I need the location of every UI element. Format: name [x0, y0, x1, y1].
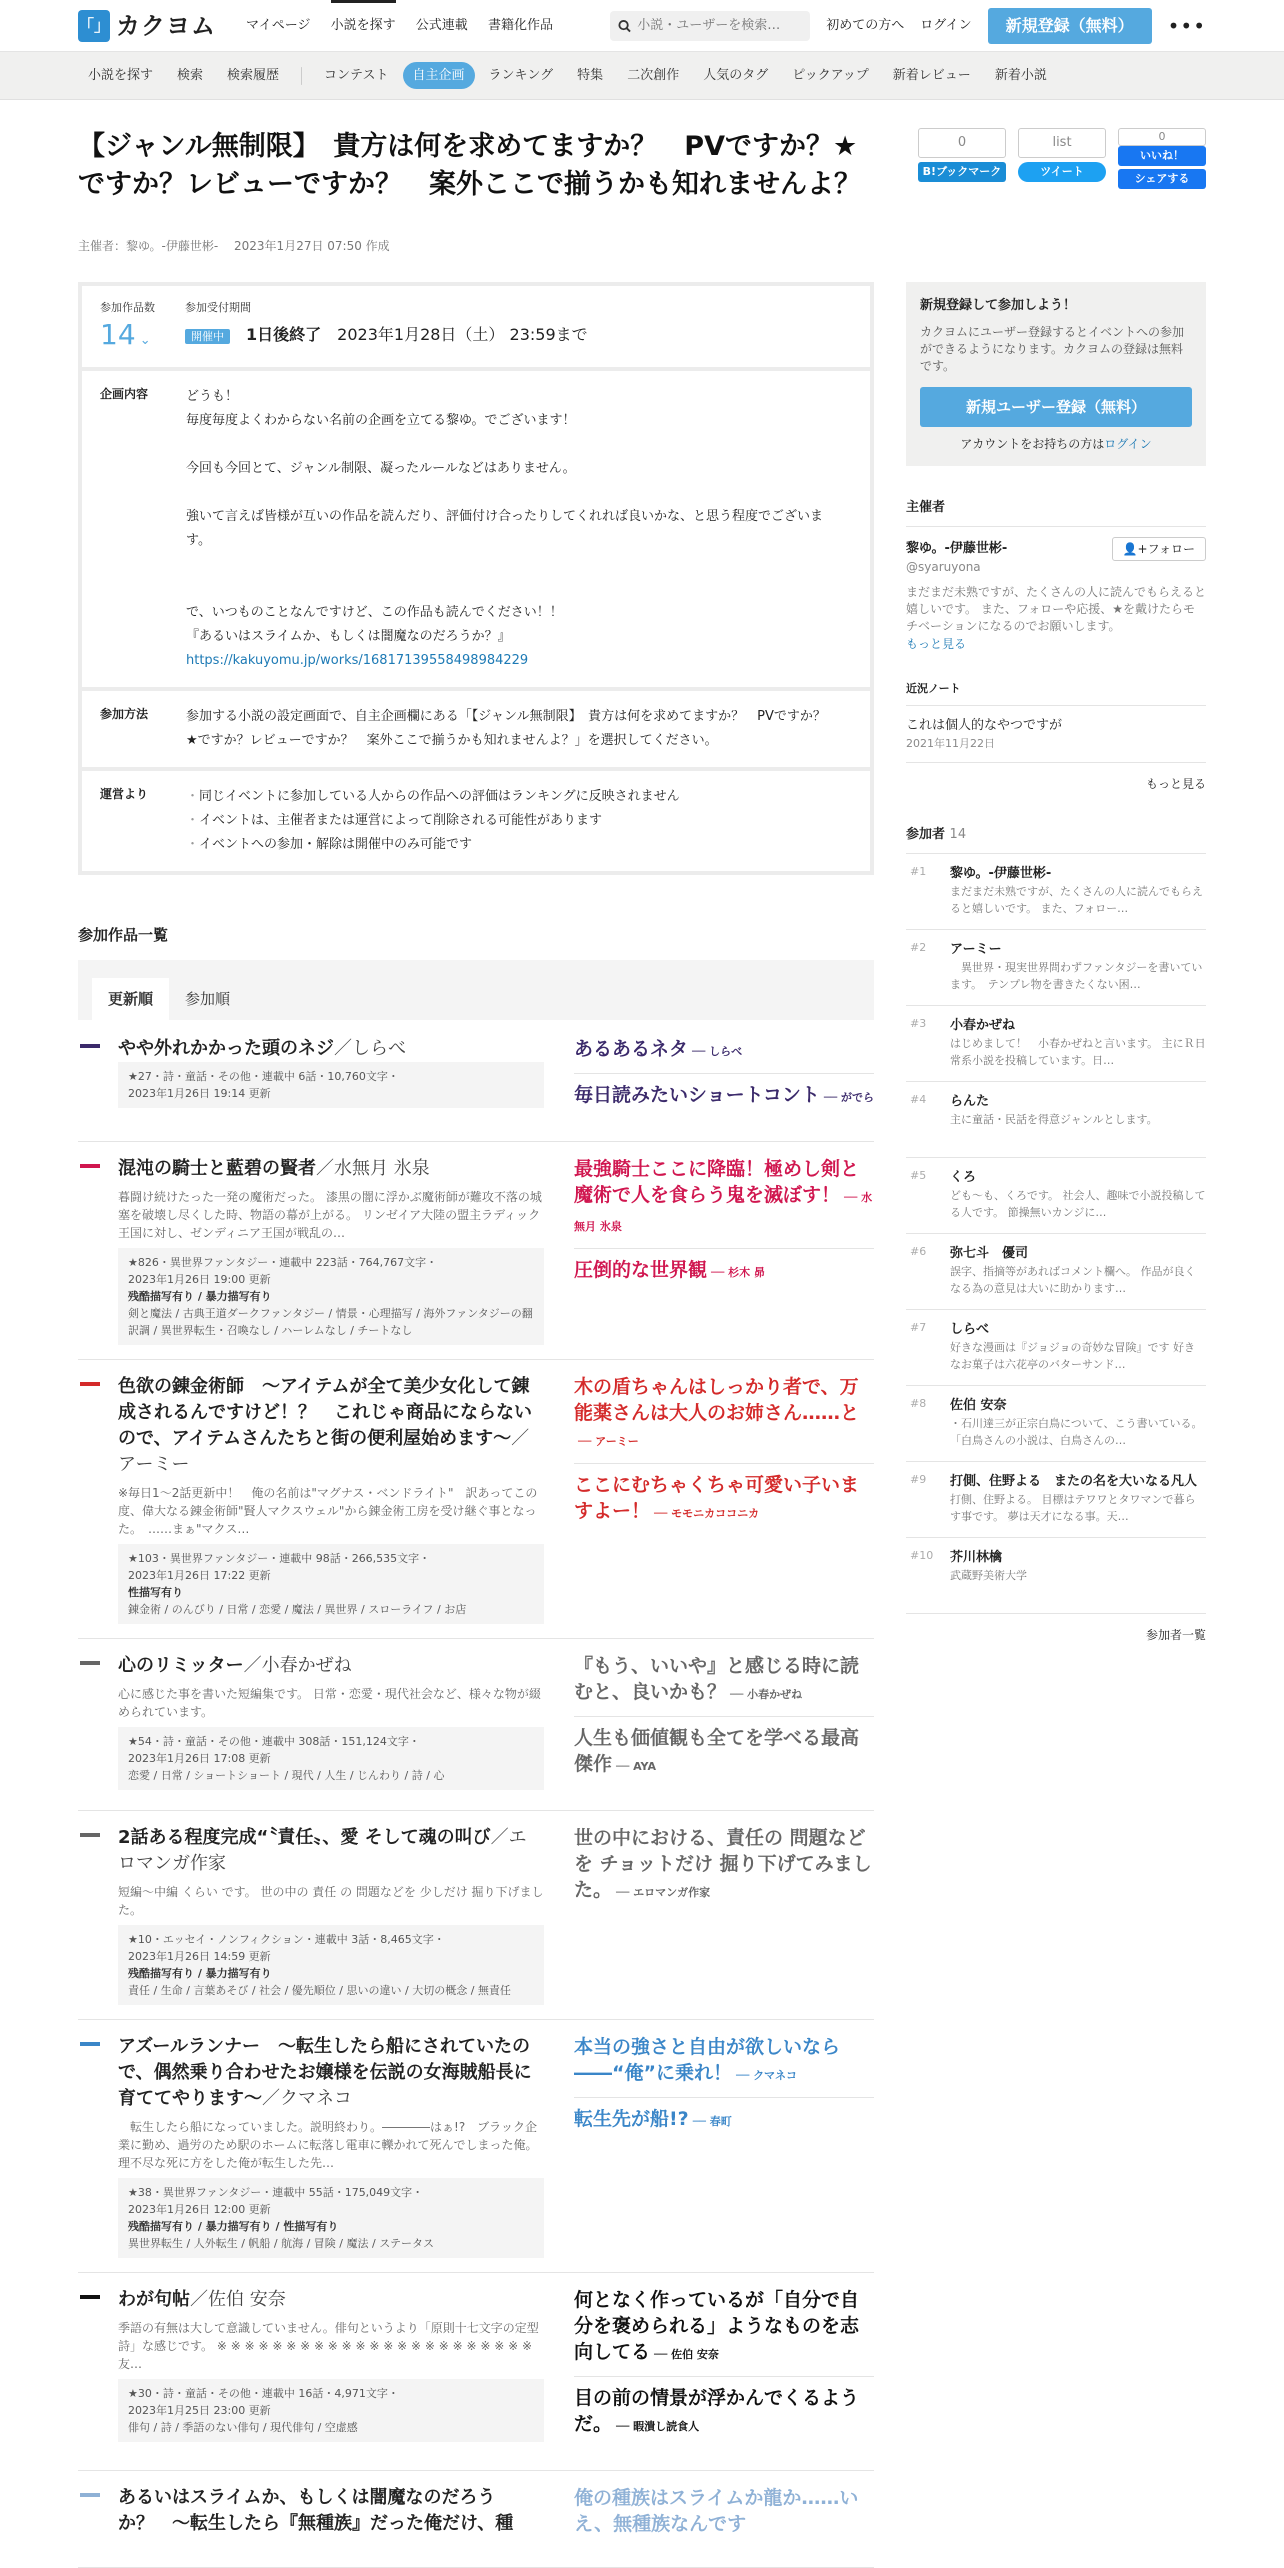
review-title[interactable]: 『もう、いいや』と感じる時に読むと、良いかも？: [574, 1655, 860, 1703]
member-name[interactable]: 芥川林檎: [950, 1549, 1003, 1565]
review-author[interactable]: しらべ: [709, 1045, 743, 1058]
work-color-bar: [80, 1382, 100, 1386]
hatena-button[interactable]: B!ブックマーク: [918, 162, 1006, 182]
work-color-bar: [80, 1164, 100, 1168]
host-bio: まだまだ未熟ですが、たくさんの人に読んでもらえると嬉しいです。 また、フォローや応援、★を戴けたらモチベーションになるのでお願いします。: [906, 585, 1207, 633]
work-reviews: [574, 2034, 874, 2258]
work-stats-text: ★38・異世界ファンタジー・連載中 55話・175,049文字・: [128, 2186, 424, 2199]
header: [0, 0, 1284, 52]
member-name[interactable]: 打側、住野よる またの名を大いなる凡人: [950, 1473, 1198, 1489]
work-updated: 2023年1月25日 23:00 更新: [128, 2404, 271, 2417]
review-author[interactable]: 佐伯 安奈: [671, 2348, 719, 2361]
work-item: [78, 1811, 874, 2020]
work-item: [78, 2020, 874, 2273]
review-item[interactable]: 圧倒的な世界観 ── 杉木 昴: [574, 1259, 765, 1281]
member-item[interactable]: [906, 930, 1206, 1006]
work-warnings: 残酷描写有り / 暴力描写有り: [128, 1967, 272, 1980]
header-nav: [246, 16, 569, 36]
member-bio: はじめまして！ 小春かぜねと言います。 主にＲ日常系小説を投稿しています。日…: [950, 1037, 1206, 1067]
first-link[interactable]: 初めての方へ: [826, 17, 905, 33]
works-section-title: 参加作品一覧: [78, 926, 169, 944]
subnav-pickup[interactable]: ピックアップ: [792, 67, 869, 83]
work-title-text[interactable]: わが句帖: [118, 2289, 190, 2310]
review-author[interactable]: 春町: [709, 2115, 732, 2128]
review-author[interactable]: クマネコ: [753, 2069, 798, 2082]
tweet-button[interactable]: ツイート: [1018, 162, 1106, 182]
work-warnings: 残酷描写有り / 暴力描写有り / 性描写有り: [128, 2220, 339, 2233]
rules-list: [186, 785, 680, 857]
content-line: 毎度毎度よくわからない名前の企画を立てる黎ゆ。でございます！: [186, 412, 576, 428]
sort-tabs: [78, 960, 874, 1020]
content-line: どうも！: [186, 388, 239, 404]
review-item[interactable]: 本当の強さと自由が欲しいなら――“俺”に乗れ！ ── クマネコ: [574, 2034, 874, 2098]
work-reviews: [574, 1036, 874, 1127]
deadline: 2023年1月28日（土） 23:59まで: [337, 324, 588, 344]
list-button[interactable]: list: [1018, 128, 1106, 158]
member-name[interactable]: 佐伯 安奈: [950, 1397, 1007, 1413]
member-item[interactable]: [906, 1538, 1206, 1614]
work-item: [78, 2273, 874, 2471]
review-author[interactable]: 水無月 氷泉: [574, 1191, 873, 1233]
member-name[interactable]: 小春かぜね: [950, 1017, 1016, 1033]
nav-mypage[interactable]: マイページ: [246, 17, 311, 33]
subnav-fanfic[interactable]: 二次創作: [627, 67, 680, 83]
work-tags[interactable]: 錬金術 / のんびり / 日常 / 恋愛 / 魔法 / 異世界 / スローライフ / お店: [128, 1603, 467, 1616]
register-button[interactable]: 新規ユーザー登録（無料）: [920, 387, 1192, 427]
work-item: [78, 1360, 874, 1639]
work-stats-text: ★27・詩・童話・その他・連載中 6話・10,760文字・: [128, 1070, 399, 1083]
register-box: [906, 282, 1206, 466]
follow-label: フォロー: [1147, 541, 1195, 556]
works-list: [78, 1022, 874, 2568]
review-author[interactable]: アーミー: [595, 1435, 639, 1448]
work-stats: [118, 1727, 544, 1790]
member-name[interactable]: くろ: [950, 1169, 977, 1185]
work-title-text[interactable]: 色欲の錬金術師 〜アイテムが全て美少女化して錬成されるんですけど！？ これじゃ商品にならないので、アイテムさんたちと街の便利屋始めます〜: [118, 1376, 532, 1449]
work-stats: [118, 1925, 544, 2005]
work-author[interactable]: エロマンガ作家: [118, 1827, 527, 1874]
work-updated: 2023年1月26日 14:59 更新: [128, 1950, 271, 1963]
subnav-ranking[interactable]: ランキング: [488, 67, 554, 83]
subnav-user-event[interactable]: 自主企画: [403, 62, 475, 90]
member-item[interactable]: [906, 1234, 1206, 1310]
review-author[interactable]: 杉木 昴: [728, 1266, 765, 1279]
host-more-link[interactable]: もっと見る: [906, 637, 967, 651]
review-item[interactable]: 毎日読みたいショートコント ── がでら: [574, 1084, 874, 1106]
review-author[interactable]: エロマンガ作家: [633, 1886, 711, 1899]
register-title: 新規登録して参加しよう！: [920, 298, 1077, 313]
register-text: カクヨムにユーザー登録するとイベントへの参加ができるようになります。カクヨムの登録は無料です。: [920, 324, 1185, 373]
review-title[interactable]: 圧倒的な世界観: [574, 1259, 708, 1281]
review-item[interactable]: ここにむちゃくちゃ可愛い子いますよー！ ── モモニカココニカ: [574, 1474, 860, 1522]
work-title-text[interactable]: 混沌の騎士と藍碧の賢者: [118, 1158, 316, 1179]
event-info: [78, 282, 874, 875]
member-item[interactable]: [906, 1462, 1206, 1538]
work-reviews: [574, 2287, 874, 2456]
follow-button[interactable]: [1112, 537, 1206, 561]
tab-joined[interactable]: 参加順: [185, 990, 231, 1008]
divider: [301, 67, 302, 85]
sub-nav: [0, 52, 1284, 100]
member-bio: 主に童話・民話を得意ジャンルとします。: [950, 1113, 1158, 1126]
status-badge: 開催中: [185, 329, 230, 344]
work-updated: 2023年1月26日 19:14 更新: [128, 1087, 271, 1100]
review-title[interactable]: 俺の種族はスライムか龍か……いえ、無種族なんです: [574, 2487, 859, 2535]
rule-item: ・ イベントは、主催者または運営によって削除される可能性があります: [186, 809, 680, 833]
member-bio: 誤字、指摘等があればコメント欄へ。 作品が良くなる為の意見は大いに助かります…: [950, 1265, 1196, 1295]
work-title-text[interactable]: あるいはスライムか、もしくは闇魔なのだろうか？ 〜転生したら『無種族』だった俺だけ、種: [118, 2487, 514, 2534]
work-description: 転生したら船になっていました。説明終わり。――――はぁ!? ブラック企業に勤め、過労のため駅のホームに転落し電車に轢かれて死んでしまった俺。理不尽な死に方をした俺が転生した先…: [118, 2120, 538, 2170]
subnav-feature[interactable]: 特集: [577, 67, 604, 83]
more-icon[interactable]: •••: [1167, 13, 1206, 38]
review-item[interactable]: 『もう、いいや』と感じる時に読むと、良いかも？ ── 小春かぜね: [574, 1653, 874, 1717]
review-item[interactable]: [574, 2485, 874, 2545]
members-list: [906, 854, 1206, 1614]
host-box: [906, 498, 1206, 1656]
review-title[interactable]: 目の前の情景が浮かんでくるようだ。: [574, 2387, 860, 2435]
member-item[interactable]: [906, 1158, 1206, 1234]
review-title[interactable]: 何となく作っているが「自分で自分を褒められる」ようなものを志向してる: [574, 2289, 860, 2363]
work-title[interactable]: [118, 2485, 544, 2537]
note-date: 2021年11月22日: [906, 736, 995, 750]
note-title-link[interactable]: これは個人的なやつですが: [906, 718, 1063, 733]
review-author[interactable]: AYA: [633, 1760, 656, 1773]
member-rank: #5: [910, 1168, 927, 1182]
work-item: [78, 2471, 874, 2568]
work-updated: 2023年1月26日 19:00 更新: [128, 1273, 271, 1286]
work-reviews: [574, 1825, 874, 2005]
work-description: 心に感じた事を書いた短編集です。 日常・恋愛・現代社会など、様々な物が綴められています。: [118, 1687, 541, 1719]
rule-item: ・ イベントへの参加・解除は開催中のみ可能です: [186, 833, 680, 857]
member-item[interactable]: [906, 1006, 1206, 1082]
logo-text: カクヨム: [116, 11, 216, 40]
review-item[interactable]: 目の前の情景が浮かんでくるようだ。 ── 暇潰し読食人: [574, 2387, 860, 2435]
review-item[interactable]: 最強騎士ここに降臨！極めし剣と魔術で人を食らう鬼を滅ぼす！ ── 水無月 氷泉: [574, 1156, 874, 1249]
work-description: 短編〜中編 くらい です。 世の中の 責任 の 問題などを 少しだけ 掘り下げました。: [118, 1885, 544, 1917]
work-tags[interactable]: 恋愛 / 日常 / ショートショート / 現代 / 人生 / じんわり / 詩 / 心: [128, 1769, 445, 1782]
work-stats-text: ★826・異世界ファンタジー・連載中 223話・764,767文字・: [128, 1256, 438, 1269]
member-bio: 異世界・現実世界問わずファンタジーを書いています。 テンプレ物を書きたくない困…: [950, 961, 1203, 991]
content-line: 強いて言えば皆様が互いの作品を読んだり、評価付け合ったりしてくれれば良いかな、と思う程度でございます。: [186, 508, 824, 548]
work-stats: [118, 2178, 544, 2258]
work-stats-text: ★10・エッセイ・ノンフィクション・連載中 3話・8,465文字・: [128, 1933, 445, 1946]
review-title[interactable]: 毎日読みたいショートコント: [574, 1084, 820, 1106]
logo-mark: 「」: [78, 10, 110, 42]
member-rank: #3: [910, 1016, 927, 1030]
remaining: 1日後終了: [246, 324, 322, 344]
member-rank: #10: [910, 1548, 934, 1562]
review-author[interactable]: モモニカココニカ: [671, 1507, 760, 1520]
search-box[interactable]: [610, 11, 810, 41]
review-title[interactable]: 本当の強さと自由が欲しいなら――“俺”に乗れ！: [574, 2036, 841, 2084]
signup-button[interactable]: 新規登録（無料）: [988, 8, 1152, 44]
work-item: [78, 1142, 874, 1360]
host-id: @syaruyona: [906, 560, 981, 574]
member-name[interactable]: らんた: [950, 1093, 990, 1109]
member-item[interactable]: [906, 1310, 1206, 1386]
work-color-bar: [80, 1833, 100, 1837]
work-author[interactable]: 小春かぜね: [261, 1655, 352, 1676]
review-title[interactable]: あるあるネタ: [574, 1038, 689, 1060]
work-reviews: [574, 1653, 874, 1796]
subnav-search[interactable]: 検索: [177, 67, 204, 83]
work-stats: [118, 1544, 544, 1624]
like-button[interactable]: いいね！: [1118, 146, 1206, 166]
work-title[interactable]: 2話ある程度完成“〝責任〟、愛 そして魂の叫び／エロマンガ作家: [118, 1827, 527, 1874]
review-author[interactable]: がでら: [840, 1091, 874, 1104]
work-author[interactable]: 水無月 氷泉: [334, 1158, 430, 1179]
event-content: [186, 385, 826, 673]
work-stats-text: ★30・詩・童話・その他・連載中 16話・4,971文字・: [128, 2387, 399, 2400]
member-rank: #4: [910, 1092, 927, 1106]
review-item[interactable]: 何となく作っているが「自分で自分を褒められる」ようなものを志向してる ── 佐伯 安奈: [574, 2287, 874, 2377]
work-title-text[interactable]: 心のリミッター: [118, 1655, 244, 1676]
work-reviews: [574, 2485, 874, 2553]
member-rank: #1: [910, 864, 927, 878]
content-label: 企画内容: [100, 386, 149, 401]
member-name[interactable]: 弥七斗 優司: [950, 1245, 1029, 1261]
note-more-link[interactable]: もっと見る: [1145, 777, 1206, 791]
review-title[interactable]: 木の盾ちゃんはしっかり者で、万能薬さんは大人のお姉さん……と: [574, 1376, 860, 1424]
member-item[interactable]: [906, 1082, 1206, 1158]
work-title-text[interactable]: 2話ある程度完成“〝責任〟、愛 そして魂の叫び: [118, 1827, 491, 1848]
entry-count[interactable]: 14: [100, 317, 136, 351]
review-title[interactable]: 最強騎士ここに降臨！極めし剣と魔術で人を食らう鬼を滅ぼす！: [574, 1158, 860, 1206]
work-warnings: 性描写有り: [128, 1586, 183, 1599]
members-count: 14: [949, 827, 967, 842]
subnav-new-reviews[interactable]: 新着レビュー: [892, 67, 971, 83]
count-label: 参加作品数: [100, 301, 155, 314]
work-title-text[interactable]: アズールランナー 〜転生したら船にされていたので、偶然乗り合わせたお嬢様を伝説の女海賊船長に育ててやります〜: [118, 2036, 532, 2109]
review-author[interactable]: 小春かぜね: [747, 1688, 803, 1701]
work-color-bar: [80, 1661, 100, 1665]
period-label: 参加受付期間: [185, 301, 251, 314]
work-title[interactable]: 心のリミッター／小春かぜね: [118, 1655, 352, 1676]
work-color-bar: [80, 2042, 100, 2046]
work-description: 季語の有無は大して意識していません。俳句というより「原則十七文字の定型詩」な感じです。 ※ ※ ※ ※ ※ ※ ※ ※ ※ ※ ※ ※ ※ ※ ※ ※ ※ ※ ※ ※ ※ ※ ※ 友…: [118, 2321, 539, 2371]
content-line: 『あるいはスライムか、もしくは闇魔なのだろうか？』: [186, 628, 511, 644]
page-meta: [78, 237, 390, 255]
method-text: 参加する小説の設定画面で、自主企画欄にある「【ジャンル無制限】 貴方は何を求めてますか？ PVですか？★ですか？レビューですか？ 案外ここで揃うかも知れませんよ？」を選択してください。: [186, 708, 826, 748]
work-author[interactable]: 佐伯 安奈: [208, 2289, 286, 2310]
work-author[interactable]: アーミー: [118, 1454, 190, 1475]
member-rank: #8: [910, 1396, 927, 1410]
fb-share-button[interactable]: シェアする: [1118, 169, 1206, 189]
work-reviews: [574, 1374, 874, 1624]
subnav-new-works[interactable]: 新着小説: [994, 67, 1047, 83]
member-rank: #7: [910, 1320, 927, 1334]
page-title: 【ジャンル無制限】 貴方は何を求めてますか？ PVですか？★ですか？レビューですか？ 案外ここで揃うかも知れませんよ？: [78, 131, 861, 200]
search-input[interactable]: [637, 18, 802, 33]
work-item: [78, 1639, 874, 1811]
member-rank: #2: [910, 940, 927, 954]
member-item[interactable]: [906, 854, 1206, 930]
work-title[interactable]: 色欲の錬金術師 〜アイテムが全て美少女化して錬成されるんですけど！？ これじゃ商品にならないので、アイテムさんたちと街の便利屋始めます〜／アーミー: [118, 1376, 532, 1475]
host-title: 主催者: [906, 498, 1206, 527]
work-title[interactable]: やや外れかかった頭のネジ／しらべ: [118, 1038, 406, 1059]
members-all-link[interactable]: 参加者一覧: [1145, 1627, 1206, 1642]
subnav-find[interactable]: 小説を探す: [88, 67, 154, 83]
work-updated: 2023年1月26日 17:08 更新: [128, 1752, 271, 1765]
work-updated: 2023年1月26日 12:00 更新: [128, 2203, 271, 2216]
work-tags[interactable]: 俳句 / 詩 / 季語のない俳句 / 現代俳句 / 空虚感: [128, 2421, 358, 2434]
work-author[interactable]: クマネコ: [280, 2088, 352, 2109]
sidebar-login-link[interactable]: ログイン: [1104, 436, 1152, 451]
member-bio: ども〜も、くろです。 社会人、趣味で小説投稿してる人です。 節操無いカンジに…: [950, 1189, 1206, 1219]
subnav-history[interactable]: 検索履歴: [227, 67, 280, 83]
work-stats: [118, 2379, 544, 2442]
rule-item: ・ 同じイベントに参加している人からの作品への評価はランキングに反映されません: [186, 785, 680, 809]
share-buttons: [918, 128, 1206, 189]
method-label: 参加方法: [100, 706, 149, 721]
search-icon: [618, 19, 631, 33]
work-title[interactable]: アズールランナー 〜転生したら船にされていたので、偶然乗り合わせたお嬢様を伝説の女海賊船長に育ててやります〜／クマネコ: [118, 2036, 532, 2109]
nav-find[interactable]: 小説を探す: [330, 17, 396, 33]
member-name[interactable]: しらべ: [950, 1321, 990, 1337]
hatena-count: 0: [918, 128, 1006, 158]
review-title[interactable]: 人生も価値観も全てを学べる最高傑作: [574, 1727, 860, 1775]
work-reviews: [574, 1156, 874, 1345]
subnav-tags[interactable]: 人気のタグ: [703, 67, 769, 83]
member-rank: #9: [910, 1472, 927, 1486]
work-color-bar: [80, 2295, 100, 2299]
logo[interactable]: [78, 8, 216, 44]
subnav-contest[interactable]: コンテスト: [324, 67, 389, 83]
work-title[interactable]: 混沌の騎士と藍碧の賢者／水無月 氷泉: [118, 1158, 430, 1179]
nav-books[interactable]: 書籍化作品: [487, 17, 553, 33]
review-author[interactable]: 暇潰し読食人: [633, 2420, 700, 2433]
work-item: [78, 1022, 874, 1142]
review-title[interactable]: 転生先が船!?: [574, 2108, 689, 2130]
review-item[interactable]: あるあるネタ ── しらべ: [574, 1036, 874, 1074]
work-color-bar: [80, 2493, 100, 2497]
members-title: [906, 825, 1206, 854]
member-bio: 打側、住野よる。 目標はテワワとタワマンで暮らす事です。 夢は天才になる事。天…: [950, 1493, 1196, 1523]
note-title: 近況ノート: [906, 681, 1206, 707]
work-stats-text: ★103・異世界ファンタジー・連載中 98話・266,535文字・: [128, 1552, 431, 1565]
work-tags[interactable]: 異世界転生 / 人外転生 / 帆船 / 航海 / 冒険 / 魔法 / ステータス: [128, 2237, 434, 2250]
work-title-text[interactable]: やや外れかかった頭のネジ: [118, 1038, 334, 1059]
work-title[interactable]: わが句帖／佐伯 安奈: [118, 2289, 286, 2310]
work-stats: [118, 1248, 544, 1345]
work-stats: [118, 1062, 544, 1108]
work-link[interactable]: https://kakuyomu.jp/works/16817139558498984229: [186, 652, 529, 668]
member-bio: 武蔵野美術大学: [950, 1569, 1027, 1582]
login-link[interactable]: ログイン: [920, 17, 972, 33]
member-bio: ・石川達三が正宗白鳥について、こう書いている。「白鳥さんの小説は、白鳥さんの…: [950, 1417, 1203, 1447]
nav-official[interactable]: 公式連載: [415, 17, 468, 33]
host-label[interactable]: 主催者：黎ゆ。-伊藤世彬-: [78, 239, 219, 253]
review-title[interactable]: ここにむちゃくちゃ可愛い子いますよー！: [574, 1474, 860, 1522]
member-name[interactable]: 黎ゆ。-伊藤世彬-: [950, 865, 1052, 881]
host-name[interactable]: 黎ゆ。-伊藤世彬-: [906, 540, 1008, 556]
rules-label: 運営より: [100, 786, 149, 801]
content-line: 今回も今回とて、ジャンル制限、凝ったルールなどはありません。: [186, 460, 576, 476]
chevron-down-icon[interactable]: ⌄: [139, 332, 151, 348]
review-item[interactable]: 人生も価値観も全てを学べる最高傑作 ── AYA: [574, 1727, 860, 1775]
work-tags[interactable]: 剣と魔法 / 古典王道ダークファンタジー / 情景・心理描写 / 海外ファンタジーの翻訳調 / 異世界転生・召喚なし / ハーレムなし / チートなし: [128, 1307, 533, 1337]
work-updated: 2023年1月26日 17:22 更新: [128, 1569, 271, 1582]
user-plus-icon: 👤+: [1122, 541, 1148, 556]
content-line: で、いつものことなんですけど、この作品も読んでください！！: [186, 604, 563, 620]
work-warnings: 残酷描写有り / 暴力描写有り: [128, 1290, 272, 1303]
member-bio: 好きな漫画は『ジョジョの奇妙な冒険』です 好きなお菓子は六花亭のバターサンド…: [950, 1341, 1196, 1371]
review-item[interactable]: 木の盾ちゃんはしっかり者で、万能薬さんは大人のお姉さん……と── アーミー: [574, 1374, 874, 1464]
account-text: アカウントをお持ちの方は: [960, 436, 1105, 451]
member-rank: #6: [910, 1244, 927, 1258]
work-description: ※毎日1〜2話更新中！ 俺の名前は"マグナス・ベンドライト" 訳あってこの度、偉大なる錬金術師"賢人マクスウェル"から錬金術工房を受け継ぐ事となった。 ……まぁ"マクス…: [118, 1486, 538, 1536]
review-item[interactable]: 世の中における、責任の 問題などを チョットだけ 掘り下げてみました。 ── エロマンガ作家: [574, 1827, 872, 1901]
member-bio: まだまだ未熟ですが、たくさんの人に読んでもらえると嬉しいです。 また、フォロー…: [950, 885, 1203, 915]
review-title[interactable]: 世の中における、責任の 問題などを チョットだけ 掘り下げてみました。: [574, 1827, 872, 1901]
work-author[interactable]: しらべ: [352, 1038, 406, 1059]
member-item[interactable]: [906, 1386, 1206, 1462]
review-item[interactable]: 転生先が船!? ── 春町: [574, 2108, 732, 2130]
work-color-bar: [80, 1044, 100, 1048]
fb-count: 0: [1118, 128, 1206, 146]
members-title-text: 参加者: [906, 827, 946, 842]
member-name[interactable]: アーミー: [950, 941, 1002, 957]
tab-updated[interactable]: 更新順: [92, 978, 169, 1020]
work-tags[interactable]: 責任 / 生命 / 言葉あそび / 社会 / 優先順位 / 思いの違い / 大切の概念 / 無責任: [128, 1984, 511, 1997]
work-stats-text: ★54・詩・童話・その他・連載中 308話・151,124文字・: [128, 1735, 420, 1748]
created-date: 2023年1月27日 07:50 作成: [234, 239, 390, 253]
work-description: 暮闘け続けたった一発の魔術だった。 漆黒の闇に浮かぶ魔術師が難攻不落の城塞を破壊し尽くした時、物語の幕が上がる。 リンゼイア大陸の盟主ラディック王国に対し、ゼンディニア王国が戦乱の…: [118, 1190, 542, 1240]
